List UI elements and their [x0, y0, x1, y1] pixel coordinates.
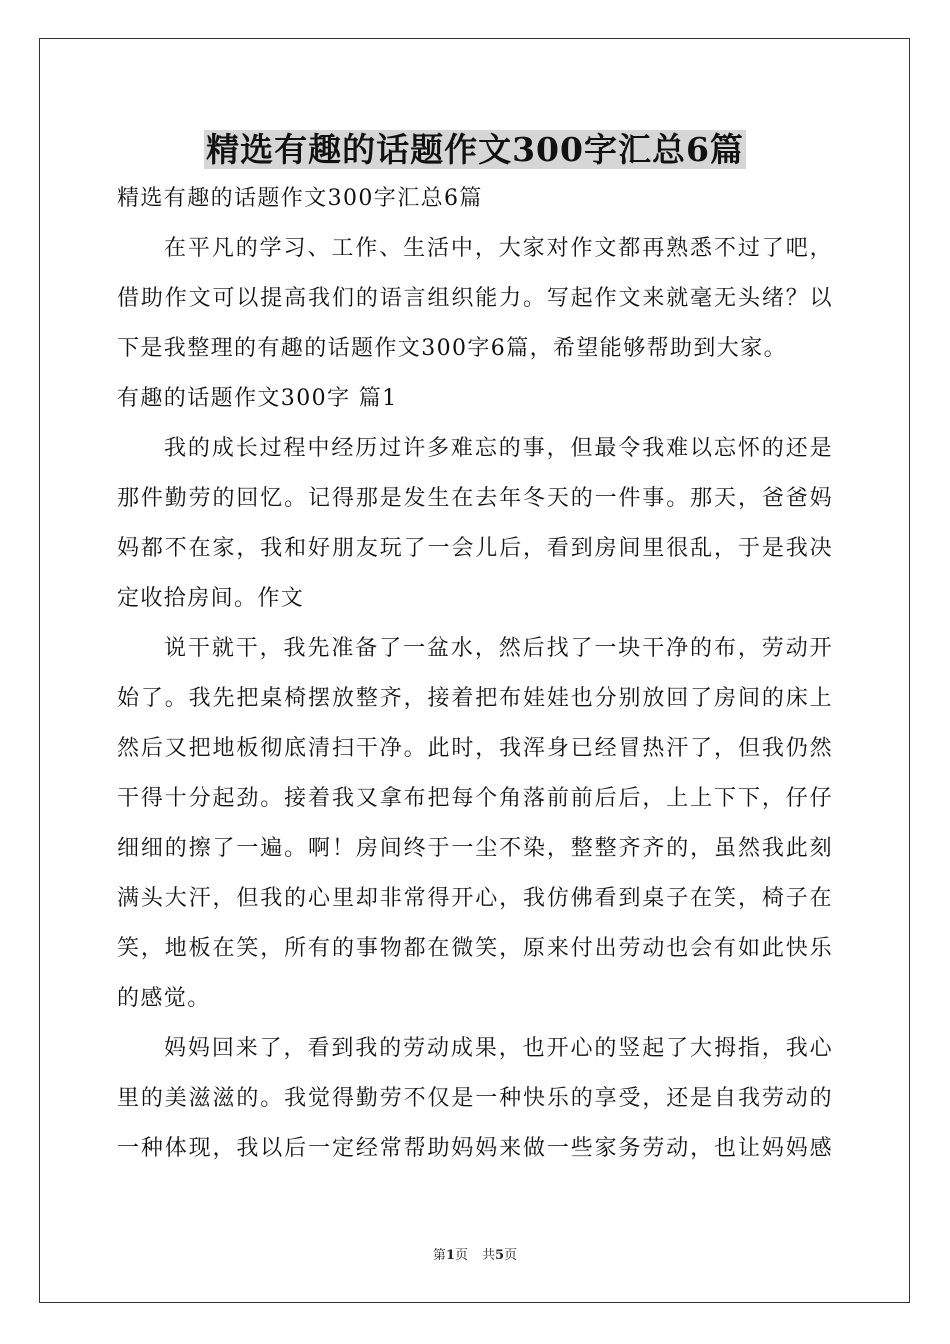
document-body — [117, 174, 833, 1174]
footer-total-suffix: 页 — [504, 1248, 518, 1263]
text-line: 始了。我先把桌椅摆放整齐，接着把布娃娃也分别放回了房间的床上 — [117, 686, 833, 711]
text-line: 然后又把地板彻底清扫干净。此时，我浑身已经冒热汗了，但我仍然 — [117, 736, 833, 761]
text-line: 一种体现，我以后一定经常帮助妈妈来做一些家务劳动，也让妈妈感 — [117, 1136, 833, 1161]
footer-page-suffix: 页 — [454, 1248, 468, 1263]
document-title — [0, 124, 950, 176]
footer-current-page: 1 — [445, 1248, 455, 1263]
text-line: 干得十分起劲。接着我又拿布把每个角落前前后后，上上下下，仔仔 — [117, 786, 833, 811]
text-line: 我的成长过程中经历过许多难忘的事，但最令我难以忘怀的还是 — [164, 436, 833, 461]
text-line: 妈都不在家，我和好朋友玩了一会儿后，看到房间里很乱，于是我决 — [117, 536, 833, 561]
text-line: 妈妈回来了，看到我的劳动成果，也开心的竖起了大拇指，我心 — [164, 1036, 833, 1061]
text-line: 在平凡的学习、工作、生活中，大家对作文都再熟悉不过了吧， — [164, 236, 833, 261]
text-line: 满头大汗，但我的心里却非常得开心，我仿佛看到桌子在笑，椅子在 — [117, 886, 833, 911]
footer-total-pages: 5 — [495, 1248, 505, 1263]
text-line: 里的美滋滋的。我觉得勤劳不仅是一种快乐的享受，还是自我劳动的 — [117, 1086, 833, 1111]
document-title-text: 精选有趣的话题作文300字汇总6篇 — [206, 130, 744, 169]
text-line: 下是我整理的有趣的话题作文300字6篇，希望能够帮助到大家。 — [117, 336, 787, 361]
text-line: 精选有趣的话题作文300字汇总6篇 — [117, 186, 483, 211]
text-line: 定收拾房间。作文 — [117, 586, 305, 611]
footer-page-prefix: 第 — [432, 1248, 446, 1263]
text-line: 的感觉。 — [117, 986, 211, 1011]
text-line: 笑，地板在笑，所有的事物都在微笑，原来付出劳动也会有如此快乐 — [117, 936, 833, 961]
text-line: 那件勤劳的回忆。记得那是发生在去年冬天的一件事。那天，爸爸妈 — [117, 486, 833, 511]
text-line: 说干就干，我先准备了一盆水，然后找了一块干净的布，劳动开 — [164, 636, 833, 661]
page-footer — [0, 1246, 950, 1266]
footer-total-prefix: 共 — [482, 1248, 496, 1263]
text-line: 有趣的话题作文300字 篇1 — [117, 386, 398, 411]
text-line: 借助作文可以提高我们的语言组织能力。写起作文来就毫无头绪？以 — [117, 286, 833, 311]
text-line: 细细的擦了一遍。啊！房间终于一尘不染，整整齐齐的，虽然我此刻 — [117, 836, 833, 861]
